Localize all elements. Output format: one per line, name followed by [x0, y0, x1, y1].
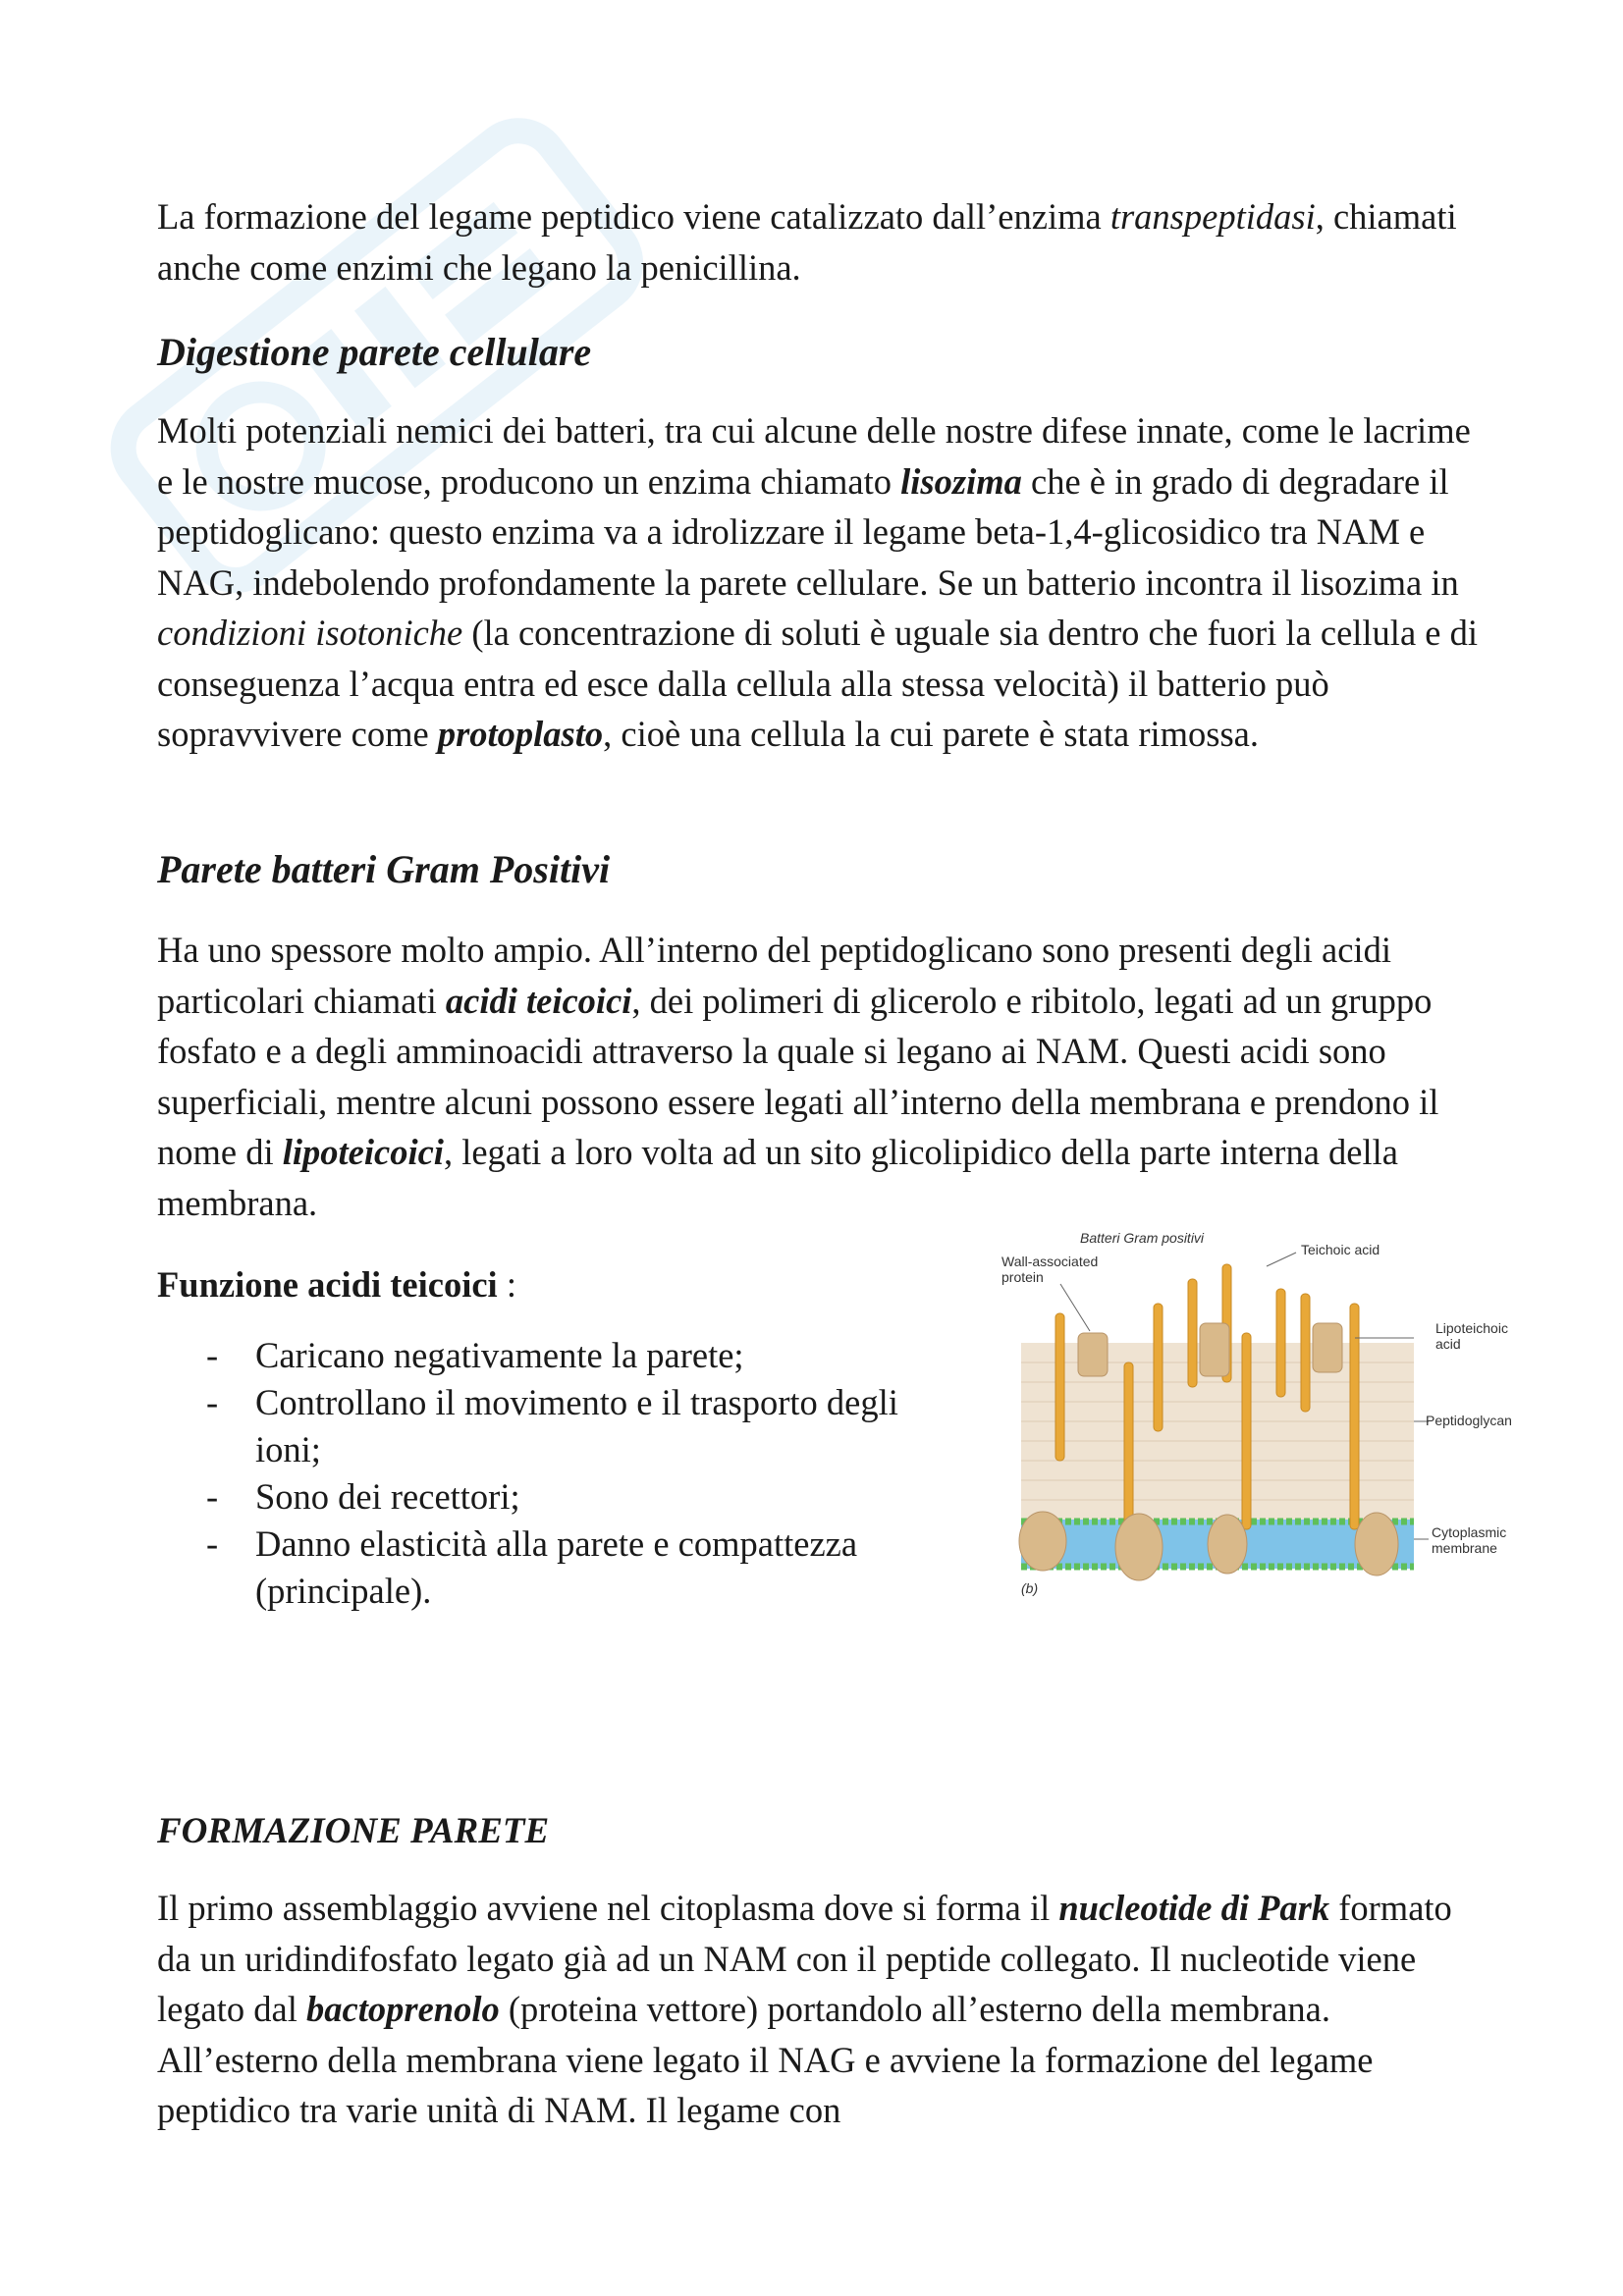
label-lipoteichoic: Lipoteichoic: [1435, 1320, 1508, 1336]
paragraph-formazione-parete: Il primo assemblaggio avviene nel citoplasma dove si forma il nucleotide di Park formato da un uridindifosfato legato già ad un NAM con il peptide collegato. Il nucleotide viene legato dal bactoprenolo (proteina vettore) portandolo all’esterno della membrana. All’esterno della membrana viene legato il NAG e avviene la formazione del legame peptidico tra varie unità di NAM. Il legame con: [157, 1888, 1452, 2130]
membrane-protein: [1355, 1513, 1398, 1575]
list-item: - Controllano il movimento e il trasporto degli ioni;: [206, 1381, 898, 1469]
teichoic-acid: [1154, 1304, 1163, 1431]
functions-list: [157, 1332, 962, 1615]
list-item: - Caricano negativamente la parete;: [206, 1334, 744, 1375]
term-transpeptidasi: transpeptidasi: [1109, 196, 1316, 237]
membrane-protein: [1115, 1514, 1163, 1580]
label-membrane-2: membrane: [1432, 1540, 1497, 1556]
term-lipoteicoici: lipoteicoici: [282, 1132, 444, 1172]
teichoic-acid: [1188, 1279, 1197, 1387]
label-wall-protein-2: protein: [1001, 1269, 1044, 1285]
label-lipoteichoic-2: acid: [1435, 1336, 1461, 1352]
heading-digestione: Digestione parete cellulare: [157, 330, 592, 374]
term-nucleotide-di-park: nucleotide di Park: [1058, 1888, 1330, 1928]
functions-title: Funzione acidi teicoici: [157, 1264, 498, 1305]
label-membrane: Cytoplasmic: [1432, 1524, 1507, 1540]
label-teichoic-acid: Teichoic acid: [1301, 1242, 1380, 1257]
functions-block: Funzione acidi teicoici : - Caricano negativamente la parete; - Controllano il movimento e il trasporto degli ioni; - Sono dei recettori; - Danno elasticità alla parete e compattezza (principale).: [157, 1259, 962, 1615]
figure-title: Batteri Gram positivi: [1080, 1230, 1205, 1246]
wall-protein: [1313, 1323, 1342, 1372]
gram-positive-wall-figure: [982, 1225, 1532, 1618]
wall-protein: [1078, 1333, 1108, 1376]
membrane-protein: [1019, 1512, 1066, 1571]
term-acidi-teicoici: acidi teicoici: [445, 980, 632, 1021]
term-lisozima: lisozima: [900, 460, 1022, 502]
lipoteichoic-acid: [1124, 1362, 1133, 1529]
teichoic-acid: [1301, 1294, 1310, 1412]
term-condizioni-isotoniche: condizioni isotoniche: [157, 613, 463, 653]
paragraph-transpeptidasi: La formazione del legame peptidico viene catalizzato dall’enzima transpeptidasi, chiamati anche come enzimi che legano la penicillina.: [157, 196, 1457, 288]
list-item: - Sono dei recettori;: [206, 1475, 520, 1517]
label-wall-protein: Wall-associated: [1001, 1254, 1099, 1269]
teichoic-acid: [1055, 1313, 1064, 1461]
list-item: - Danno elasticità alla parete e compattezza (principale).: [206, 1522, 858, 1611]
heading-gram-positivi: Parete batteri Gram Positivi: [157, 847, 611, 891]
term-bactoprenolo: bactoprenolo: [306, 1989, 500, 2029]
heading-formazione-parete: FORMAZIONE PARETE: [157, 1811, 550, 1851]
paragraph-gram-positivi: Ha uno spessore molto ampio. All’interno del peptidoglicano sono presenti degli acidi particolari chiamati acidi teicoici, dei polimeri di glicerolo e ribitolo, legati ad un gruppo fosfato e a degli amminoacidi attraverso la quale si legano ai NAM. Questi acidi sono superficiali, mentre alcuni possono essere legati all’interno della membrana e prendono il nome di lipoteicoici, legati a loro volta ad un sito glicolipidico della parte interna della membrana.: [157, 930, 1439, 1223]
paragraph-digestione: Molti potenziali nemici dei batteri, tra cui alcune delle nostre difese innate, come le lacrime e le nostre mucose, producono un enzima chiamato lisozima che è in grado di degradare il peptidoglicano: questo enzima va a idrolizzare il legame beta-1,4-glicosidico tra NAM e NAG, indebolendo profondamente la parete cellulare. Se un batterio incontra il lisozima in condizioni isotoniche (la concentrazione di soluti è uguale sia dentro che fuori la cellula e di conseguenza l’acqua entra ed esce dalla cellula alla stessa velocità) il batterio può sopravvivere come protoplasto, cioè una cellula la cui parete è stata rimossa.: [157, 410, 1478, 754]
teichoic-acid: [1276, 1289, 1285, 1397]
lipoteichoic-acid: [1242, 1333, 1251, 1529]
figure-panel-label: (b): [1021, 1580, 1039, 1596]
membrane-protein: [1208, 1515, 1247, 1574]
label-peptidoglycan: Peptidoglycan: [1426, 1413, 1512, 1428]
term-protoplasto: protoplasto: [437, 714, 604, 754]
wall-protein: [1200, 1323, 1229, 1376]
